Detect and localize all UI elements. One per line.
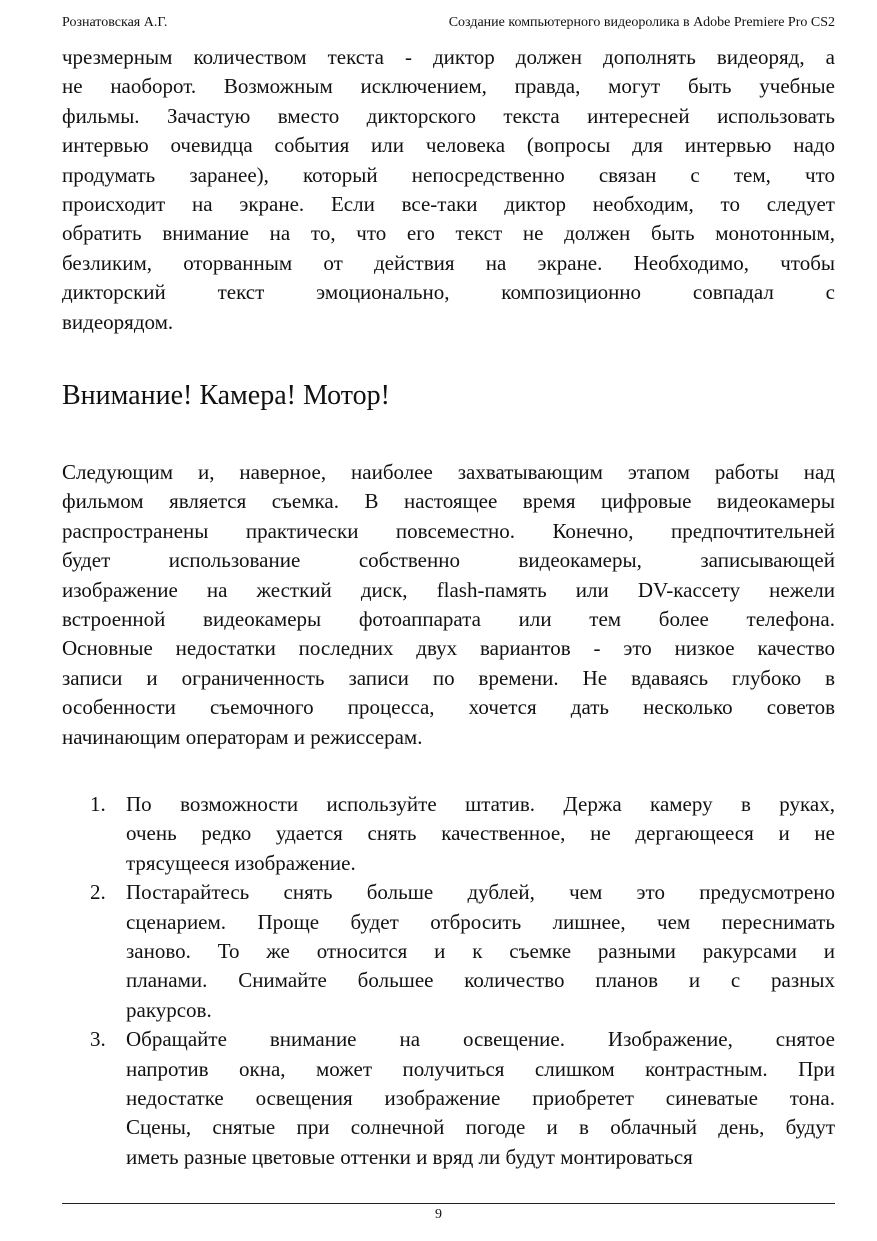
header-author: Рознатовская А.Г. [62,15,168,30]
text-line: дикторский текст эмоционально, композиционно совпадал с [62,280,835,305]
tips-list [62,790,835,1172]
text-line: особенности съемочного процесса, хочется дать несколько советов [62,695,835,720]
text-line: чрезмерным количеством текста - диктор должен дополнять видеоряд, а [62,45,835,69]
text-line: безликим, оторванным от действия на экране. Необходимо, чтобы [62,250,835,275]
list-item [62,790,835,878]
text-line: будет использование собственно видеокамеры, записывающей [62,548,835,573]
text-line: планами. Снимайте большее количество планов и с разных [126,968,835,993]
text-line: По возможности используйте штатив. Держа камеру в руках, [126,792,835,816]
text-line: обратить внимание на то, что его текст не должен быть монотонным, [62,221,835,246]
paragraph-shooting [62,458,835,752]
text-line: заново. То же относится и к съемке разными ракурсами и [126,938,835,963]
text-line: ракурсов. [126,997,212,1022]
text-line: напротив окна, может получиться слишком контрастным. При [126,1056,835,1081]
text-line: продумать заранее), который непосредственно связан с тем, что [62,162,835,187]
text-line: Следующим и, наверное, наиболее захватывающим этапом работы над [62,460,835,484]
page-number: 9 [435,1207,442,1222]
list-number: 1. [90,792,106,816]
text-line: начинающим операторам и режиссерам. [62,724,423,749]
text-line: интервью очевидца события или человека (вопросы для интервью надо [62,133,835,158]
text-line: фильмы. Зачастую вместо дикторского текста интересней использовать [62,103,835,128]
text-line: недостатке освещения изображение приобретет синеватые тона. [126,1085,835,1110]
footer-divider [62,1203,835,1204]
text-line: сценарием. Проще будет отбросить лишнее, чем переснимать [126,909,835,934]
list-item [62,1025,835,1172]
text-line: Сцены, снятые при солнечной погоде и в облачный день, будут [126,1115,835,1140]
text-line: изображение на жесткий диск, flash-память или DV-кассету нежели [62,577,835,602]
text-line: очень редко удается снять качественное, не дергающееся и не [126,821,835,846]
list-item [62,878,835,1025]
text-line: записи и ограниченность записи по времени. Не вдаваясь глубоко в [62,665,835,690]
text-line: происходит на экране. Если все-таки диктор необходим, то следует [62,191,835,216]
list-number: 2. [90,880,106,905]
text-line: фильмом является съемка. В настоящее время цифровые видеокамеры [62,489,835,514]
text-line: иметь разные цветовые оттенки и вряд ли будут монтироваться [126,1144,693,1169]
text-line: Постарайтесь снять больше дублей, чем это предусмотрено [126,880,835,905]
paragraph-narrator [62,43,835,337]
section-heading: Внимание! Камера! Мотор! [62,380,390,411]
text-line: Основные недостатки последних двух вариантов - это низкое качество [62,636,835,661]
text-line: не наоборот. Возможным исключением, правда, могут быть учебные [62,74,835,99]
text-line: распространены практически повсеместно. Конечно, предпочтительней [62,518,835,543]
list-number: 3. [90,1027,106,1052]
header-title: Создание компьютерного видеоролика в Adobe Premiere Pro CS2 [448,15,835,30]
text-line: трясущееся изображение. [126,850,356,875]
text-line: видеорядом. [62,309,174,334]
text-line: встроенной видеокамеры фотоаппарата или тем более телефона. [62,606,835,631]
text-line: Обращайте внимание на освещение. Изображение, снятое [126,1027,835,1052]
